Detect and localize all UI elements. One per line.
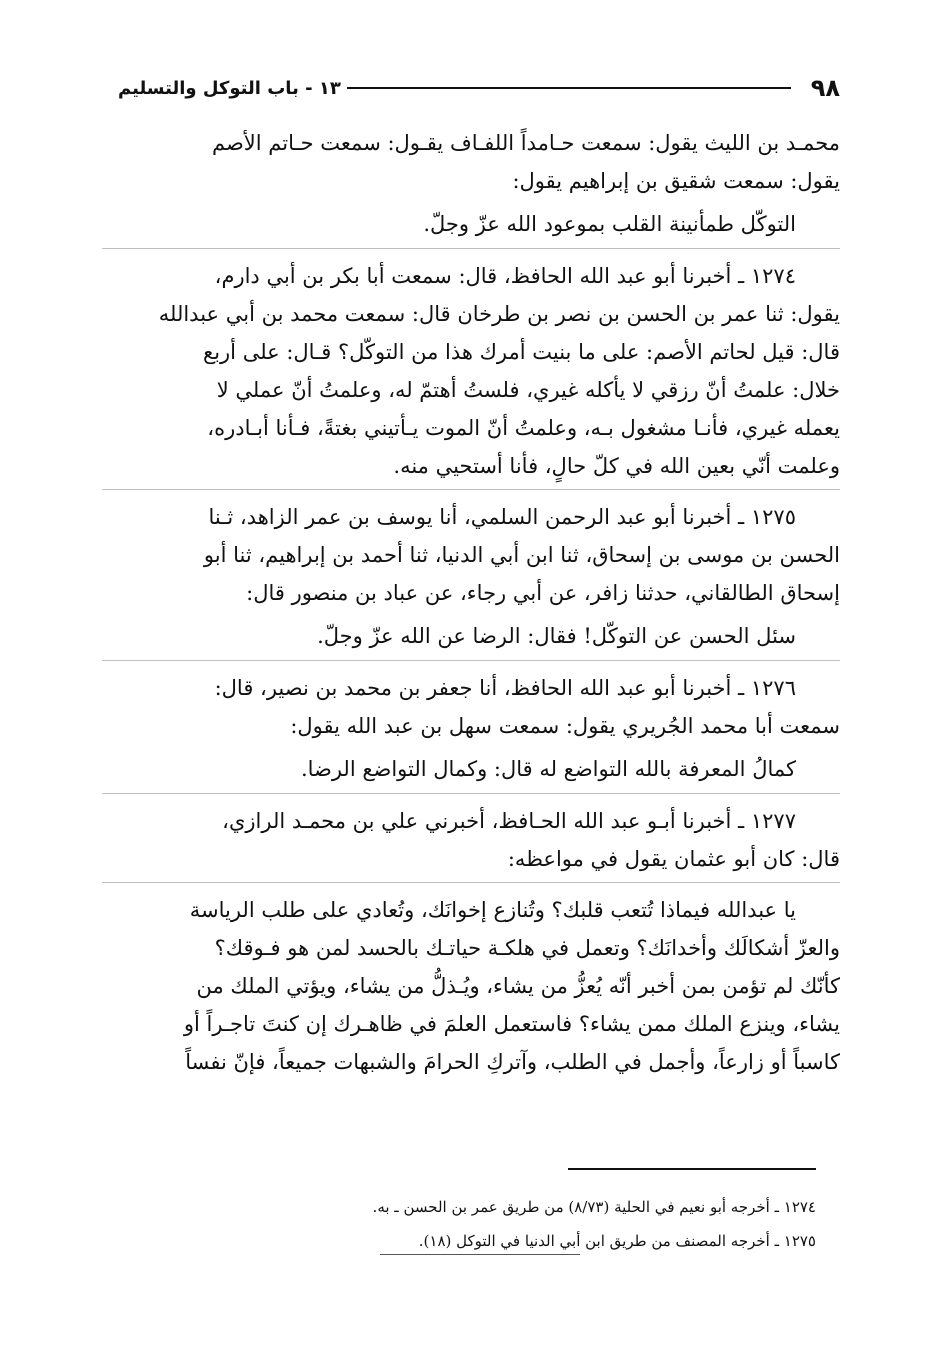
footnote-underline <box>380 1254 580 1255</box>
text-line: كاسباً أو زارعاً، وأجمل في الطلب، وآتركِ الحرامَ والشبهات جميعاً، فإنّ نفساً <box>185 1050 840 1074</box>
page-number: ٩٨ <box>810 74 840 102</box>
page-header <box>118 70 840 106</box>
footnote-1274: ١٢٧٤ ـ أخرجه أبو نعيم في الحلية (٨/٧٣) من طريق عمر بن الحسن ـ به. <box>372 1198 816 1216</box>
quote-tawakkul-definition: التوكّل طمأنينة القلب بموعود الله عزّ وجلّ. <box>423 212 796 236</box>
text-line: إسحاق الطالقاني، حدثنا زافر، عن أبي رجاء، عن عباد بن منصور قال: <box>246 581 840 605</box>
report-1276 <box>102 669 840 745</box>
text-line: قال: قيل لحاتم الأصم: على ما بنيت أمرك هذا من التوكّل؟ قـال: على أربع <box>203 340 840 364</box>
sermon-abu-uthman <box>102 891 840 1081</box>
text-line: كأنّك لم تؤمن بمن أخبر أنّه يُعزُّ من يشاء، ويُـذلُّ من يشاء، ويؤتي الملك من <box>196 974 840 998</box>
report-1277 <box>102 802 840 878</box>
text-line: محمـد بن الليث يقول: سمعت حـامداً اللفـاف يقـول: سمعت حـاتم الأصم <box>211 131 840 155</box>
text-line: ١٢٧٧ ـ أخبرنا أبـو عبد الله الحـافظ، أخبرني علي بن محمـد الرازي، <box>222 809 796 833</box>
text-line: سمعت أبا محمد الجُريري يقول: سمعت سهل بن عبد الله يقول: <box>290 714 840 738</box>
text-line: الحسن بن موسى بن إسحاق، ثنا ابن أبي الدنيا، ثنا أحمد بن إبراهيم، ثنا أبو <box>203 543 840 567</box>
text-line: يقول: سمعت شقيق بن إبراهيم يقول: <box>512 169 840 193</box>
text-line: ١٢٧٤ ـ أخبرنا أبو عبد الله الحافظ، قال: سمعت أبا بكر بن أبي دارم، <box>214 264 796 288</box>
text-line: خلال: علمتُ أنّ رزقي لا يأكله غيري، فلستُ أهتمّ له، وعلمتُ أنّ عملي لا <box>216 378 840 402</box>
intro-narration <box>102 124 840 200</box>
paragraph-separator <box>102 489 840 490</box>
quote-hasan-rida: سئل الحسن عن التوكّل! فقال: الرضا عن الله عزّ وجلّ. <box>317 624 796 648</box>
paragraph-separator <box>102 660 840 661</box>
footnote-rule <box>568 1168 816 1170</box>
text-line: يشاء، وينزع الملك ممن يشاء؟ فاستعمل العلمَ في ظاهـرك إن كنتَ تاجـراً أو <box>183 1012 840 1036</box>
page-body <box>102 124 840 1081</box>
report-1275 <box>102 498 840 612</box>
paragraph-separator <box>102 248 840 249</box>
footnotes <box>250 1190 816 1258</box>
header-rule <box>347 87 791 89</box>
footnote-1275: ١٢٧٥ ـ أخرجه المصنف من طريق ابن أبي الدنيا في التوكل (١٨). <box>418 1232 816 1250</box>
text-line: يا عبدالله فيماذا تُتعب قلبك؟ وتُنازع إخوانَك، وتُعادي على طلب الرياسة <box>189 898 796 922</box>
chapter-title: ١٣ - باب التوكل والتسليم <box>118 77 341 99</box>
text-line: يقول: ثنا عمر بن الحسن بن نصر بن طرخان قال: سمعت محمد بن أبي عبدالله <box>158 302 840 326</box>
report-1274 <box>102 257 840 485</box>
text-line: والعزّ أشكالَك وأخدانَك؟ وتعمل في هلكـة حياتـك بالحسد لمن هو فـوقك؟ <box>214 936 840 960</box>
text-line: قال: كان أبو عثمان يقول في مواعظه: <box>507 847 840 871</box>
text-line: ١٢٧٥ ـ أخبرنا أبو عبد الرحمن السلمي، أنا يوسف بن عمر الزاهد، ثـنا <box>208 505 796 529</box>
paragraph-separator <box>102 882 840 883</box>
text-line: ١٢٧٦ ـ أخبرنا أبو عبد الله الحافظ، أنا جعفر بن محمد بن نصير، قال: <box>214 676 796 700</box>
text-line: وعلمت أنّي بعين الله في كلّ حالٍ، فأنا أستحيي منه. <box>393 454 840 478</box>
text-line: يعمله غيري، فأنـا مشغول بـه، وعلمتُ أنّ الموت يـأتيني بغتةً، فـأنا أبـادره، <box>207 416 840 440</box>
quote-sahl-marifa: كمالُ المعرفة بالله التواضع له قال: وكمال التواضع الرضا. <box>300 757 796 781</box>
paragraph-separator <box>102 793 840 794</box>
